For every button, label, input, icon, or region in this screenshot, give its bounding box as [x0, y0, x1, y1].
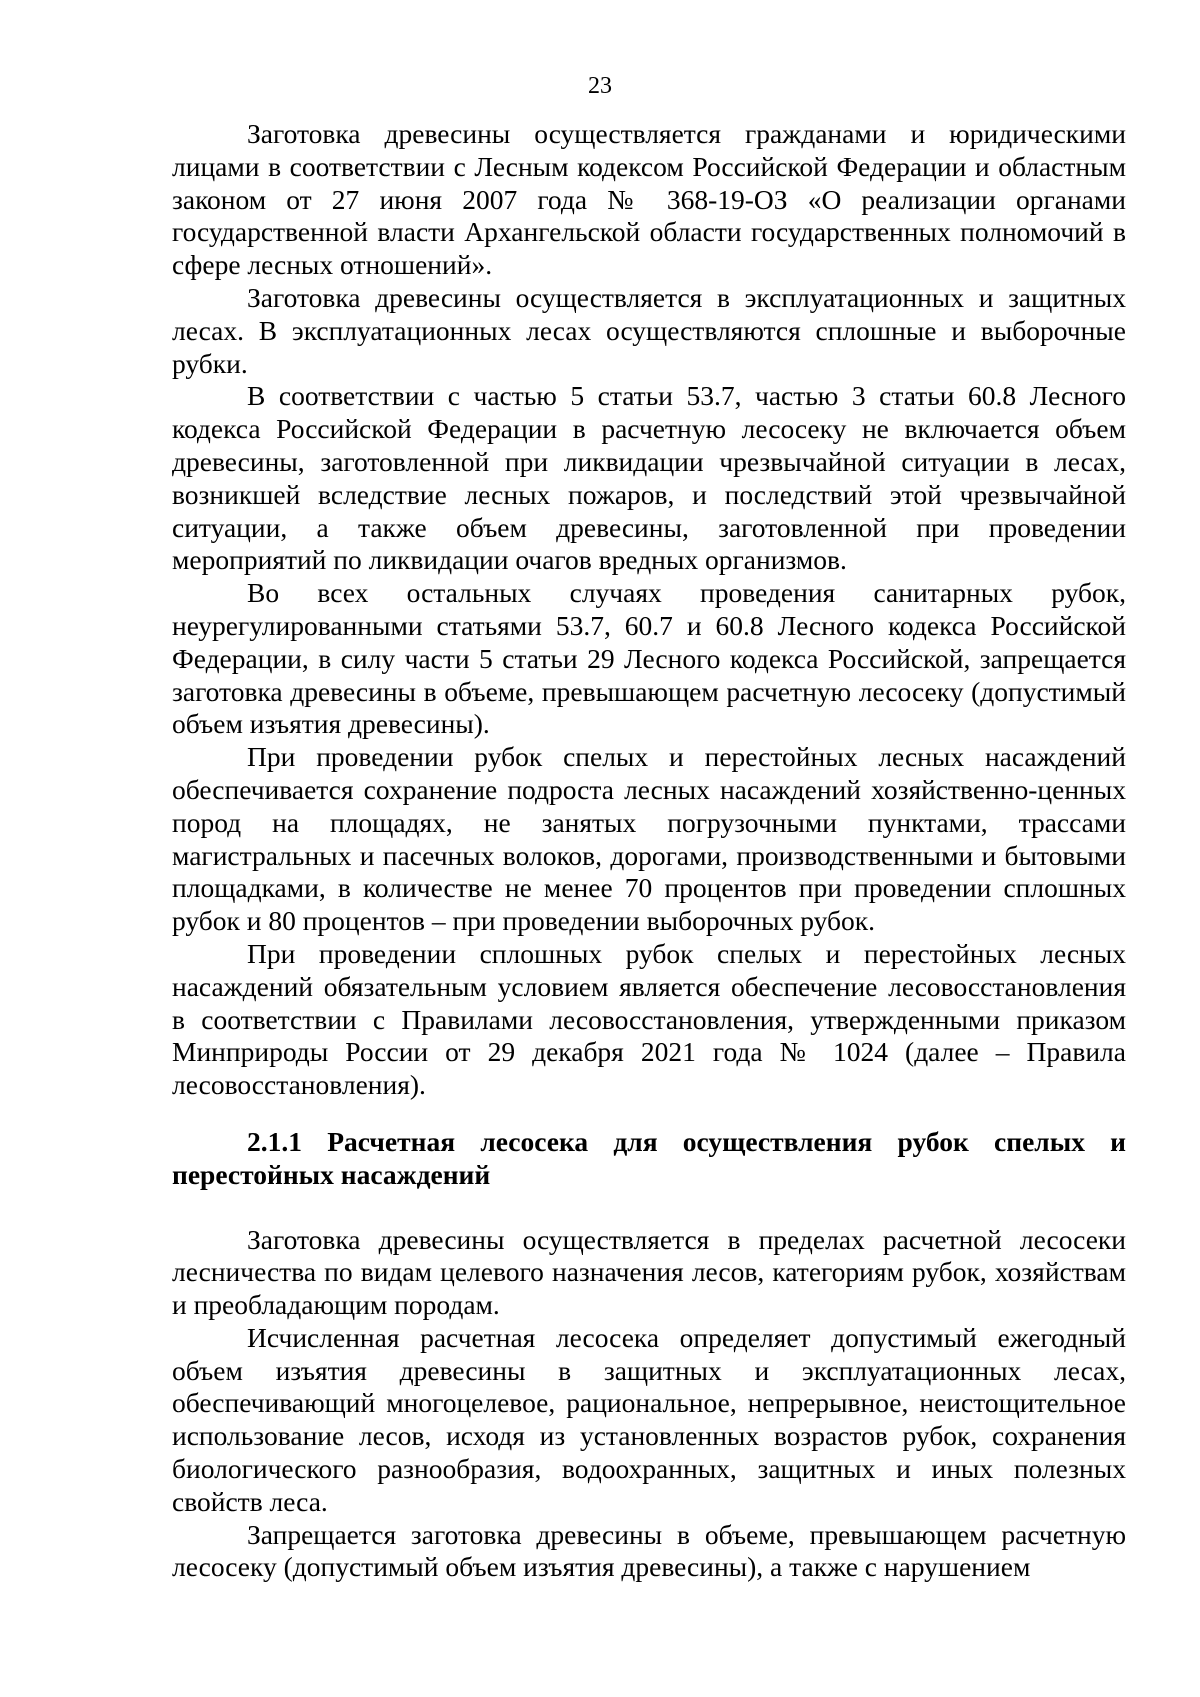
paragraph: Во всех остальных случаях проведения санитарных рубок, неурегулированными статьями 53.7, 60.7 и 60.8 Лесного кодекса Российской Федерации, в силу части 5 статьи 29 Лесного кодекса Российской, запрещается заготовка древесины в объеме, превышающем расчетную лесосеку (допустимый объем изъятия древесины). [172, 577, 1126, 740]
paragraph: Заготовка древесины осуществляется гражданами и юридическими лицами в соответствии с Лесным кодексом Российской Федерации и областным законом от 27 июня 2007 года № 368-19-ОЗ «О реализации органами государственной власти Архангельской области государственных полномочий в сфере лесных отношений». [172, 118, 1126, 281]
paragraph: Заготовка древесины осуществляется в пределах расчетной лесосеки лесничества по видам целевого назначения лесов, категориям рубок, хозяйствам и преобладающим породам. [172, 1223, 1126, 1321]
paragraph: В соответствии с частью 5 статьи 53.7, частью 3 статьи 60.8 Лесного кодекса Российской Федерации в расчетную лесосеку не включается объем древесины, заготовленной при ликвидации чрезвычайной ситуации в лесах, возникшей вследствие лесных пожаров, и последствий этой чрезвычайной ситуации, а также объем древесины, заготовленной при проведении мероприятий по ликвидации очагов вредных организмов. [172, 380, 1126, 576]
paragraph: Исчисленная расчетная лесосека определяет допустимый ежегодный объем изъятия древесины в защитных и эксплуатационных лесах, обеспечивающий многоцелевое, рациональное, непрерывное, неистощительное использование лесов, исходя из установленных возрастов рубок, сохранения биологического разнообразия, водоохранных, защитных и иных полезных свойств леса. [172, 1321, 1126, 1517]
section-heading: 2.1.1 Расчетная лесосека для осуществления рубок спелых и перестойных насаждений [172, 1125, 1126, 1190]
paragraph: Запрещается заготовка древесины в объеме, превышающем расчетную лесосеку (допустимый объем изъятия древесины), а также с нарушением [172, 1518, 1126, 1583]
paragraph: При проведении сплошных рубок спелых и перестойных лесных насаждений обязательным условием является обеспечение лесовосстановления в соответствии с Правилами лесовосстановления, утвержденными приказом Минприроды России от 29 декабря 2021 года № 1024 (далее – Правила лесовосстановления). [172, 937, 1126, 1101]
page-content [172, 118, 1126, 1584]
paragraph: При проведении рубок спелых и перестойных лесных насаждений обеспечивается сохранение подроста лесных насаждений хозяйственно-ценных пород на площадях, не занятых погрузочными пунктами, трассами магистральных и пасечных волоков, дорогами, производственными и бытовыми площадками, в количестве не менее 70 процентов при проведении сплошных рубок и 80 процентов – при проведении выборочных рубок. [172, 741, 1126, 937]
paragraph: Заготовка древесины осуществляется в эксплуатационных и защитных лесах. В эксплуатационных лесах осуществляются сплошные и выборочные рубки. [172, 281, 1126, 379]
page-number: 23 [588, 73, 612, 99]
